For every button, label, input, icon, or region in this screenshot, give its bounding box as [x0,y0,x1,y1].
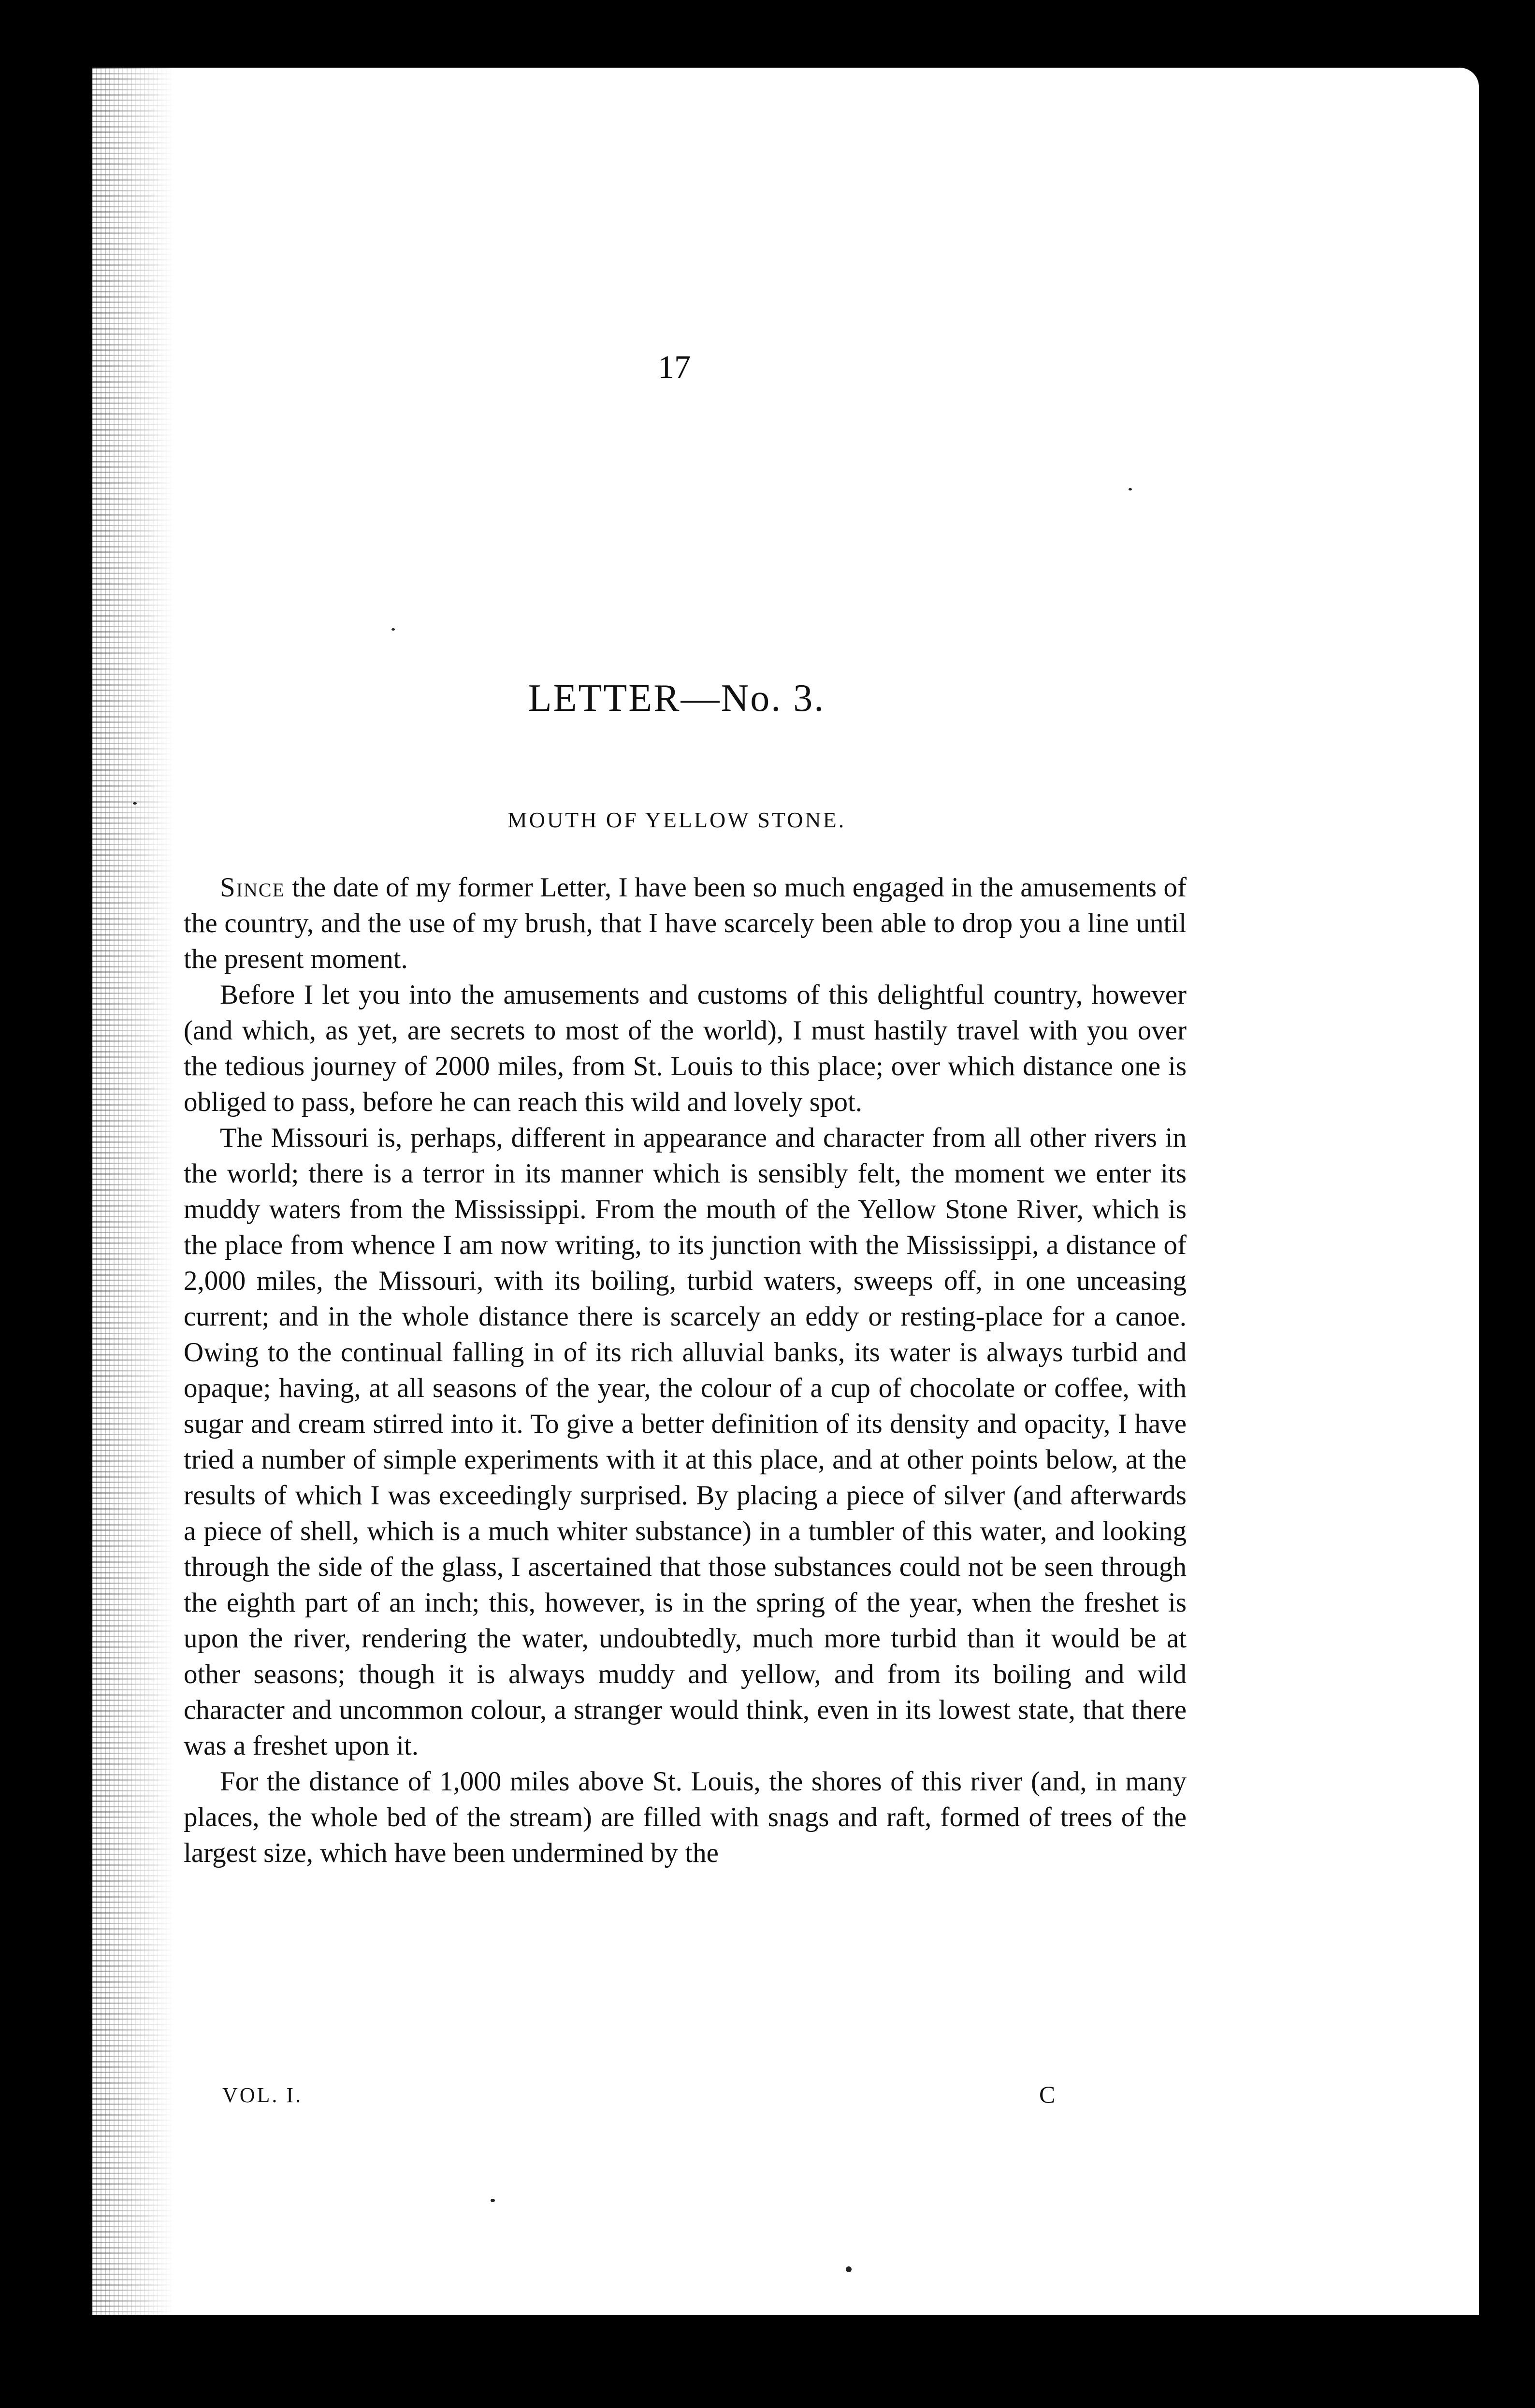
paragraph-2: Before I let you into the amusements and customs of this delightful country, however (and which, as yet, are secrets to most of the world), I must hastily travel with you over the tedious journey of 2000 miles, from St. Louis to this place; over which distance one is obliged to pass, before he can reach this wild and lovely spot. [184,980,1187,1117]
scan-speck [133,802,137,805]
volume-signature: VOL. I. [222,2083,303,2107]
paragraph-1-opening-word: Since [220,872,286,903]
letter-title: LETTER—No. 3. [528,677,825,720]
page-number: 17 [658,348,691,385]
scan-speck [491,2199,495,2202]
paragraph-1 [184,870,1187,977]
paragraph-4: For the distance of 1,000 miles above St. Louis, the shores of this river (and, in many places, the whole bed of the stream) are filled with snags and raft, formed of trees of the largest size, which have been undermined by the [184,1766,1187,1868]
paragraph-3: The Missouri is, perhaps, different in appearance and character from all other rivers in the world; there is a terror in its manner which is sensibly felt, the moment we enter its muddy waters from the Mississippi. From the mouth of the Yellow Stone River, which is the place from whence I am now writing, to its junction with the Mississippi, a distance of 2,000 miles, the Missouri, with its boiling, turbid waters, sweeps off, in one unceasing current; and in the whole distance there is scarcely an eddy or resting-place for a canoe. Owing to the continual falling in of its rich alluvial banks, its water is always turbid and opaque; having, at all seasons of the year, the colour of a cup of chocolate or coffee, with sugar and cream stirred into it. To give a better definition of its density and opacity, I have tried a number of simple experiments with it at this place, and at other points below, at the results of which I was exceedingly surprised. By placing a piece of silver (and afterwards a piece of shell, which is a much whiter substance) in a tumbler of this water, and looking through the side of the glass, I ascertained that those substances could not be seen through the eighth part of an inch; this, however, is in the spring of the year, when the freshet is upon the river, rendering the water, undoubtedly, much more turbid than it would be at other seasons; though it is always muddy and yellow, and from its boiling and wild character and uncommon colour, a stranger would think, even in its lowest state, that there was a freshet upon it. [184,1123,1187,1761]
letter-subtitle: MOUTH OF YELLOW STONE. [507,807,846,832]
scan-speck [846,2266,852,2272]
paragraph-1-text: the date of my former Letter, I have been so much engaged in the amusements of the country, and the use of my brush, that I have scarcely been able to drop you a line until the present moment. [184,872,1187,974]
gathering-signature: C [1039,2081,1056,2108]
letter-body [184,870,1187,1871]
scan-speck [391,628,395,631]
binding-gutter-shadow [92,68,174,2315]
scan-speck [1129,488,1132,490]
